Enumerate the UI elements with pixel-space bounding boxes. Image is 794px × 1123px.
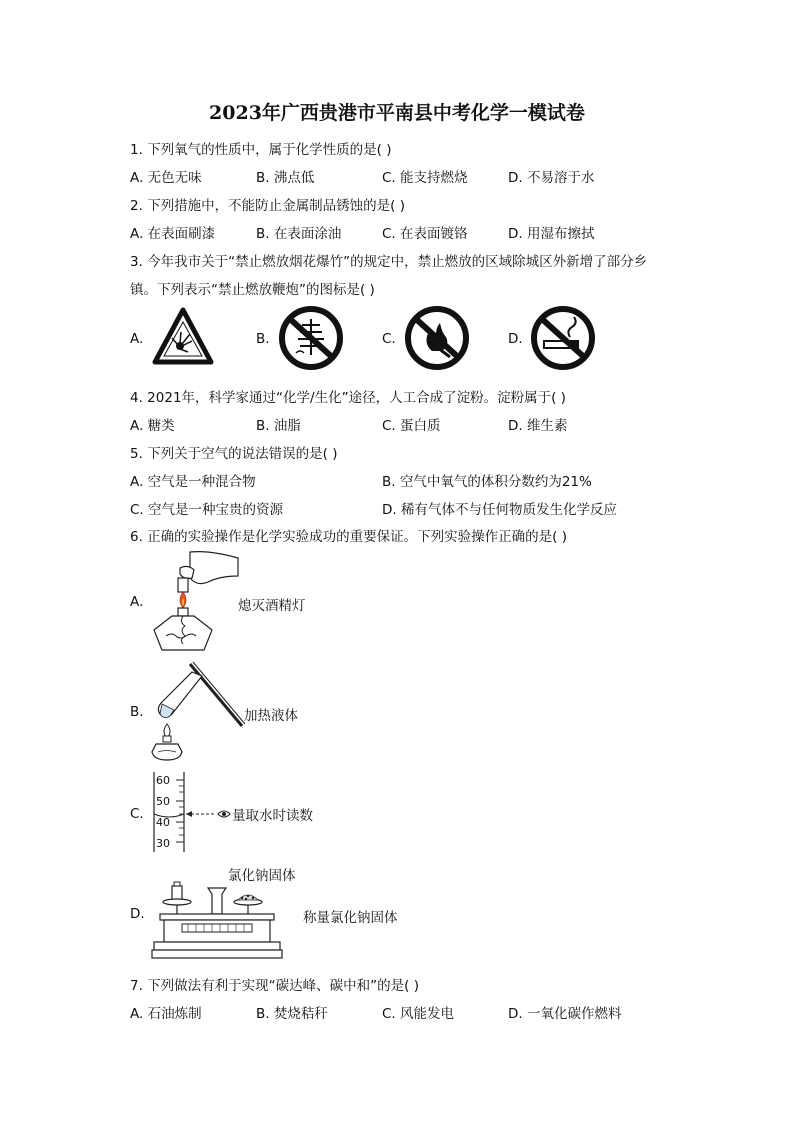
q6-caption-b: 加热液体 (244, 708, 298, 724)
q7-option-d: D. 一氧化碳作燃料 (508, 1006, 622, 1022)
q6-option-b: B. (130, 704, 144, 720)
q2-option-b: B. 在表面涂油 (256, 226, 342, 242)
q2-option-a: A. 在表面刷漆 (130, 226, 216, 242)
balance-scale-illustration (152, 880, 282, 962)
cylinder-tick-60: 60 (156, 774, 170, 787)
q3-option-d: D. (508, 331, 523, 347)
question-3-stem-line1: 3. 今年我市关于“禁止燃放烟花爆竹”的规定中，禁止燃放的区域除城区外新增了部分乡 (130, 254, 648, 270)
alcohol-lamp-illustration (150, 550, 240, 652)
question-5-stem: 5. 下列关于空气的说法错误的是( ) (130, 446, 338, 462)
no-open-flame-icon (404, 305, 470, 371)
q1-option-b: B. 沸点低 (256, 170, 315, 186)
cylinder-tick-40: 40 (156, 816, 170, 829)
q4-option-c: C. 蛋白质 (382, 418, 441, 434)
question-7-stem: 7. 下列做法有利于实现“碳达峰、碳中和”的是( ) (130, 978, 419, 994)
q7-option-a: A. 石油炼制 (130, 1006, 202, 1022)
q6-option-d: D. (130, 906, 145, 922)
q6-option-c: C. (130, 806, 144, 822)
q6-caption-c: 量取水时读数 (232, 808, 313, 824)
q6-caption-d: 称量氯化钠固体 (303, 910, 398, 926)
q7-option-b: B. 焚烧秸秆 (256, 1006, 328, 1022)
q5-option-c: C. 空气是一种宝贵的资源 (130, 502, 284, 518)
q2-option-c: C. 在表面镀铬 (382, 226, 468, 242)
question-4-stem: 4. 2021年，科学家通过“化学/生化”途径，人工合成了淀粉。淀粉属于( ) (130, 390, 566, 406)
q1-option-c: C. 能支持燃烧 (382, 170, 468, 186)
q3-option-b: B. (256, 331, 270, 347)
cylinder-tick-50: 50 (156, 795, 170, 808)
page-title: 2023年广西贵港市平南县中考化学一模试卷 (209, 102, 585, 124)
q6-option-a: A. (130, 594, 144, 610)
q3-option-a: A. (130, 331, 144, 347)
no-firecrackers-icon (278, 305, 344, 371)
q4-option-d: D. 维生素 (508, 418, 568, 434)
question-6-stem: 6. 正确的实验操作是化学实验成功的重要保证。下列实验操作正确的是( ) (130, 529, 567, 545)
q1-option-d: D. 不易溶于水 (508, 170, 595, 186)
no-smoking-icon (530, 305, 596, 371)
question-3-stem-line2: 镇。下列表示“禁止燃放鞭炮”的图标是( ) (130, 282, 375, 298)
cylinder-scale-labels (156, 770, 170, 854)
q7-option-c: C. 风能发电 (382, 1006, 455, 1022)
question-1-stem: 1. 下列氧气的性质中，属于化学性质的是( ) (130, 142, 392, 158)
q2-option-d: D. 用湿布擦拭 (508, 226, 595, 242)
q4-option-b: B. 油脂 (256, 418, 301, 434)
q3-option-c: C. (382, 331, 396, 347)
test-tube-heating-illustration (148, 662, 248, 762)
q6-caption-a: 熄灭酒精灯 (238, 598, 306, 614)
q5-option-d: D. 稀有气体不与任何物质发生化学反应 (382, 502, 617, 518)
q6-label-nacl: 氯化钠固体 (228, 868, 296, 884)
question-2-stem: 2. 下列措施中，不能防止金属制品锈蚀的是( ) (130, 198, 405, 214)
q5-option-a: A. 空气是一种混合物 (130, 474, 256, 490)
q5-option-b: B. 空气中氧气的体积分数约为21% (382, 474, 592, 490)
q1-option-a: A. 无色无味 (130, 170, 202, 186)
cylinder-tick-30: 30 (156, 837, 170, 850)
explosive-warning-icon (152, 306, 214, 368)
q4-option-a: A. 糖类 (130, 418, 175, 434)
